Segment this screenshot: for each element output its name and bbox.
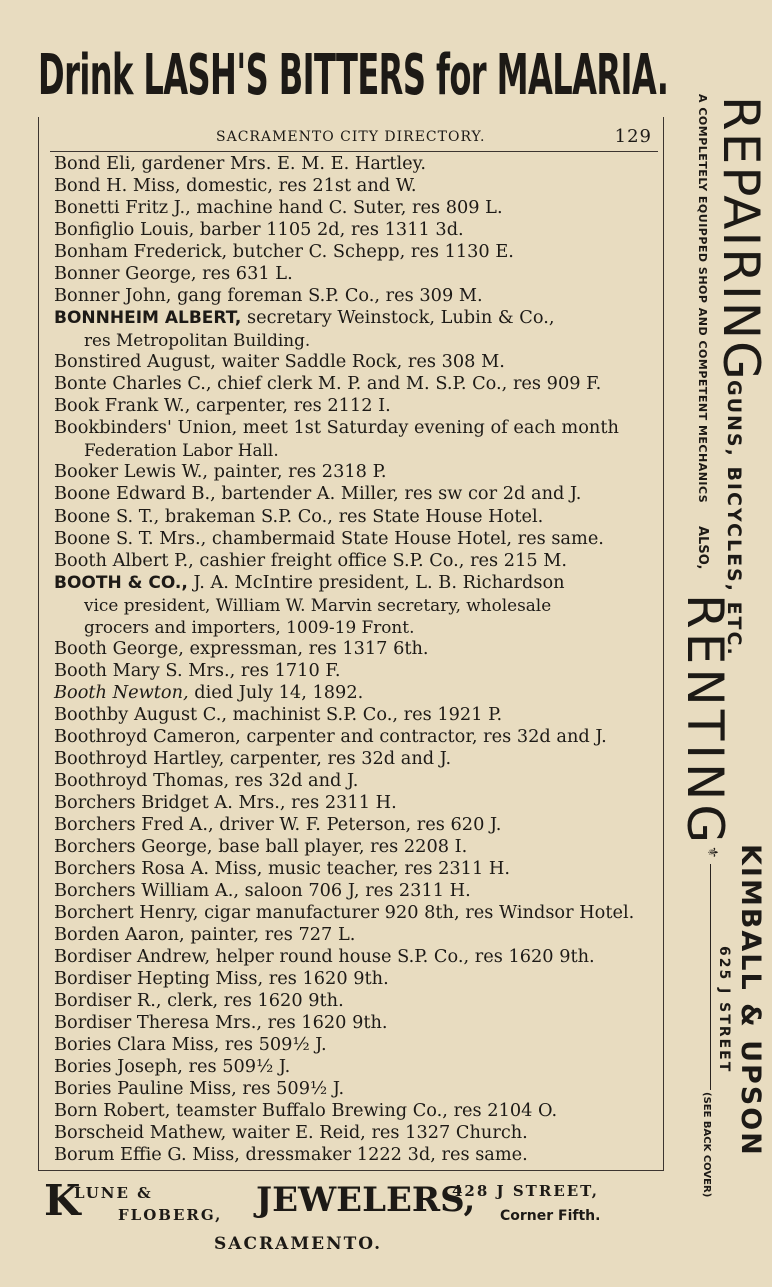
directory-entry [54, 946, 660, 968]
entry-text: Bordiser Hepting Miss, res 1620 9th. [54, 969, 389, 990]
top-advertisement: Drink LASH'S BITTERS for MALARIA. [38, 43, 669, 108]
directory-entry [54, 1144, 660, 1166]
entry-text: grocers and importers, 1009-19 Front. [84, 616, 415, 637]
directory-entry [54, 461, 660, 483]
directory-entry [54, 704, 660, 726]
entry-text: Booker Lewis W., painter, res 2318 P. [54, 462, 387, 483]
directory-entry [54, 219, 660, 241]
directory-entry [54, 682, 660, 704]
directory-entry [54, 506, 660, 528]
entry-text: vice president, William W. Marvin secretary, wholesale [84, 594, 552, 615]
directory-entry [54, 594, 660, 616]
directory-entry [54, 439, 660, 461]
directory-entry [54, 726, 660, 748]
directory-entry [54, 660, 660, 682]
entry-text: Borchers Fred A., driver W. F. Peterson, res 620 J. [54, 814, 502, 835]
entry-text: Bories Clara Miss, res 509½ J. [54, 1035, 327, 1056]
directory-entry [54, 528, 660, 550]
directory-entry [54, 329, 660, 351]
entry-text: Boone S. T., brakeman S.P. Co., res State House Hotel. [54, 506, 544, 527]
directory-entry [54, 968, 660, 990]
divider [710, 864, 711, 1090]
directory-entry [54, 572, 660, 594]
also-label: ALSO, [695, 526, 710, 570]
corner-address: Corner Fifth. [500, 1208, 601, 1224]
directory-entry [54, 175, 660, 197]
entry-text: Born Robert, teamster Buffalo Brewing Co., res 2104 O. [54, 1101, 558, 1122]
entry-text: Borscheid Mathew, waiter E. Reid, res 1327 Church. [54, 1123, 528, 1144]
directory-entry [54, 483, 660, 505]
entry-text: Boothby August C., machinist S.P. Co., res 1921 P. [54, 704, 503, 725]
directory-entry [54, 1078, 660, 1100]
entry-name-bold: BONNHEIM ALBERT, [54, 308, 242, 329]
page-header [50, 124, 658, 150]
entry-text: Bonner John, gang foreman S.P. Co., res 309 M. [54, 286, 483, 307]
kimball-address: 625 J STREET [716, 946, 732, 1074]
directory-entry [54, 638, 660, 660]
entry-text: Bonner George, res 631 L. [54, 264, 293, 285]
entry-text: Bonfiglio Louis, barber 1105 2d, res 1311 3d. [54, 220, 464, 241]
bottom-advertisement [38, 1172, 672, 1262]
directory-entry [54, 263, 660, 285]
entry-text: J. A. McIntire president, L. B. Richardson [187, 572, 565, 593]
entry-text: Bookbinders' Union, meet 1st Saturday evening of each month [54, 418, 619, 439]
directory-entry [54, 197, 660, 219]
entry-text: Bordiser Theresa Mrs., res 1620 9th. [54, 1013, 388, 1034]
entry-text: Booth Albert P., cashier freight office S.P. Co., res 215 M. [54, 550, 568, 571]
entry-text: res Metropolitan Building. [84, 330, 311, 351]
directory-entry [54, 1034, 660, 1056]
entry-text: Federation Labor Hall. [84, 440, 279, 461]
firm-initial: K [44, 1176, 81, 1225]
jewelers-title: JEWELERS, [256, 1180, 476, 1220]
directory-entry [54, 880, 660, 902]
entry-text: Boone Edward B., bartender A. Miller, res sw cor 2d and J. [54, 484, 582, 505]
renting-title: RENTING [676, 594, 734, 848]
directory-entry [54, 1056, 660, 1078]
directory-entry [54, 990, 660, 1012]
entry-text: Bordiser R., clerk, res 1620 9th. [54, 991, 344, 1012]
entry-text: Bonte Charles C., chief clerk M. P. and M. S.P. Co., res 909 F. [54, 374, 602, 395]
page-number: 129 [614, 126, 652, 147]
header-rule [50, 151, 658, 152]
directory-entries [54, 153, 660, 1166]
directory-entry [54, 1012, 660, 1034]
running-head: SACRAMENTO CITY DIRECTORY. [216, 129, 486, 145]
street-address: 428 J STREET, [452, 1182, 599, 1200]
entry-text: Booth Mary S. Mrs., res 1710 F. [54, 660, 341, 681]
directory-entry [54, 792, 660, 814]
entry-text: Borchers George, base ball player, res 2208 I. [54, 836, 468, 857]
entry-text: Bond H. Miss, domestic, res 21st and W. [54, 176, 417, 197]
entry-text: Boothroyd Thomas, res 32d and J. [54, 770, 359, 791]
entry-name-bold: BOOTH & CO., [54, 572, 188, 593]
directory-entry [54, 902, 660, 924]
shop-line: A COMPLETELY EQUIPPED SHOP AND COMPETENT MECHANICS [696, 94, 709, 504]
entry-text: secretary Weinstock, Lubin & Co., [241, 308, 555, 329]
directory-entry [54, 858, 660, 880]
entry-text: Bond Eli, gardener Mrs. E. M. E. Hartley. [54, 154, 426, 174]
directory-entry [54, 616, 660, 638]
entry-text: Borum Effie G. Miss, dressmaker 1222 3d, res same. [54, 1145, 528, 1166]
entry-text: Boothroyd Hartley, carpenter, res 32d and J. [54, 748, 452, 769]
directory-entry [54, 395, 660, 417]
entry-text: Bories Pauline Miss, res 509½ J. [54, 1079, 345, 1100]
entry-text: Borchers Bridget A. Mrs., res 2311 H. [54, 792, 397, 813]
entry-text: died July 14, 1892. [188, 682, 364, 703]
entry-text: Bories Joseph, res 509½ J. [54, 1057, 291, 1078]
side-advertisement [668, 86, 772, 1200]
directory-entry [54, 814, 660, 836]
firm-name-line-2: FLOBERG, [118, 1206, 223, 1224]
entry-text: Borchers William A., saloon 706 J, res 2311 H. [54, 881, 471, 902]
directory-entry [54, 373, 660, 395]
directory-entry [54, 1100, 660, 1122]
entry-text: Bonham Frederick, butcher C. Schepp, res 1130 E. [54, 242, 514, 263]
directory-entry [54, 770, 660, 792]
guns-line: GUNS, BICYCLES, ETC. [723, 380, 745, 657]
entry-text: Borchert Henry, cigar manufacturer 920 8th, res Windsor Hotel. [54, 903, 635, 924]
directory-entry [54, 550, 660, 572]
directory-entry [54, 307, 660, 329]
entry-text: Book Frank W., carpenter, res 2112 I. [54, 396, 391, 417]
directory-entry [54, 924, 660, 946]
directory-entry [54, 285, 660, 307]
entry-text: Borden Aaron, painter, res 727 L. [54, 925, 356, 946]
directory-entry [54, 351, 660, 373]
entry-name-italic: Booth Newton, [54, 682, 189, 703]
directory-entry [54, 417, 660, 439]
entry-text: Boothroyd Cameron, carpenter and contractor, res 32d and J. [54, 726, 607, 747]
entry-text: Boone S. T. Mrs., chambermaid State House Hotel, res same. [54, 528, 604, 549]
directory-entry [54, 241, 660, 263]
directory-entry [54, 1122, 660, 1144]
entry-text: Bonstired August, waiter Saddle Rock, res 308 M. [54, 352, 505, 373]
fleur-de-lis-icon: ⚜ [704, 846, 720, 859]
back-cover-note: (SEE BACK COVER) [701, 1092, 712, 1198]
entry-text: Borchers Rosa A. Miss, music teacher, res 2311 H. [54, 859, 510, 879]
directory-entry [54, 748, 660, 770]
directory-entry [54, 153, 660, 175]
kimball-title: KIMBALL & UPSON [735, 844, 766, 1157]
entry-text: Bonetti Fritz J., machine hand C. Suter, res 809 L. [54, 198, 503, 219]
entry-text: Booth George, expressman, res 1317 6th. [54, 638, 429, 659]
repairing-title: REPAIRING [712, 96, 770, 382]
entry-text: Bordiser Andrew, helper round house S.P. Co., res 1620 9th. [54, 947, 595, 968]
city-name: SACRAMENTO. [214, 1234, 383, 1254]
firm-name-line-1: LUNE & [74, 1184, 153, 1202]
directory-entry [54, 836, 660, 858]
